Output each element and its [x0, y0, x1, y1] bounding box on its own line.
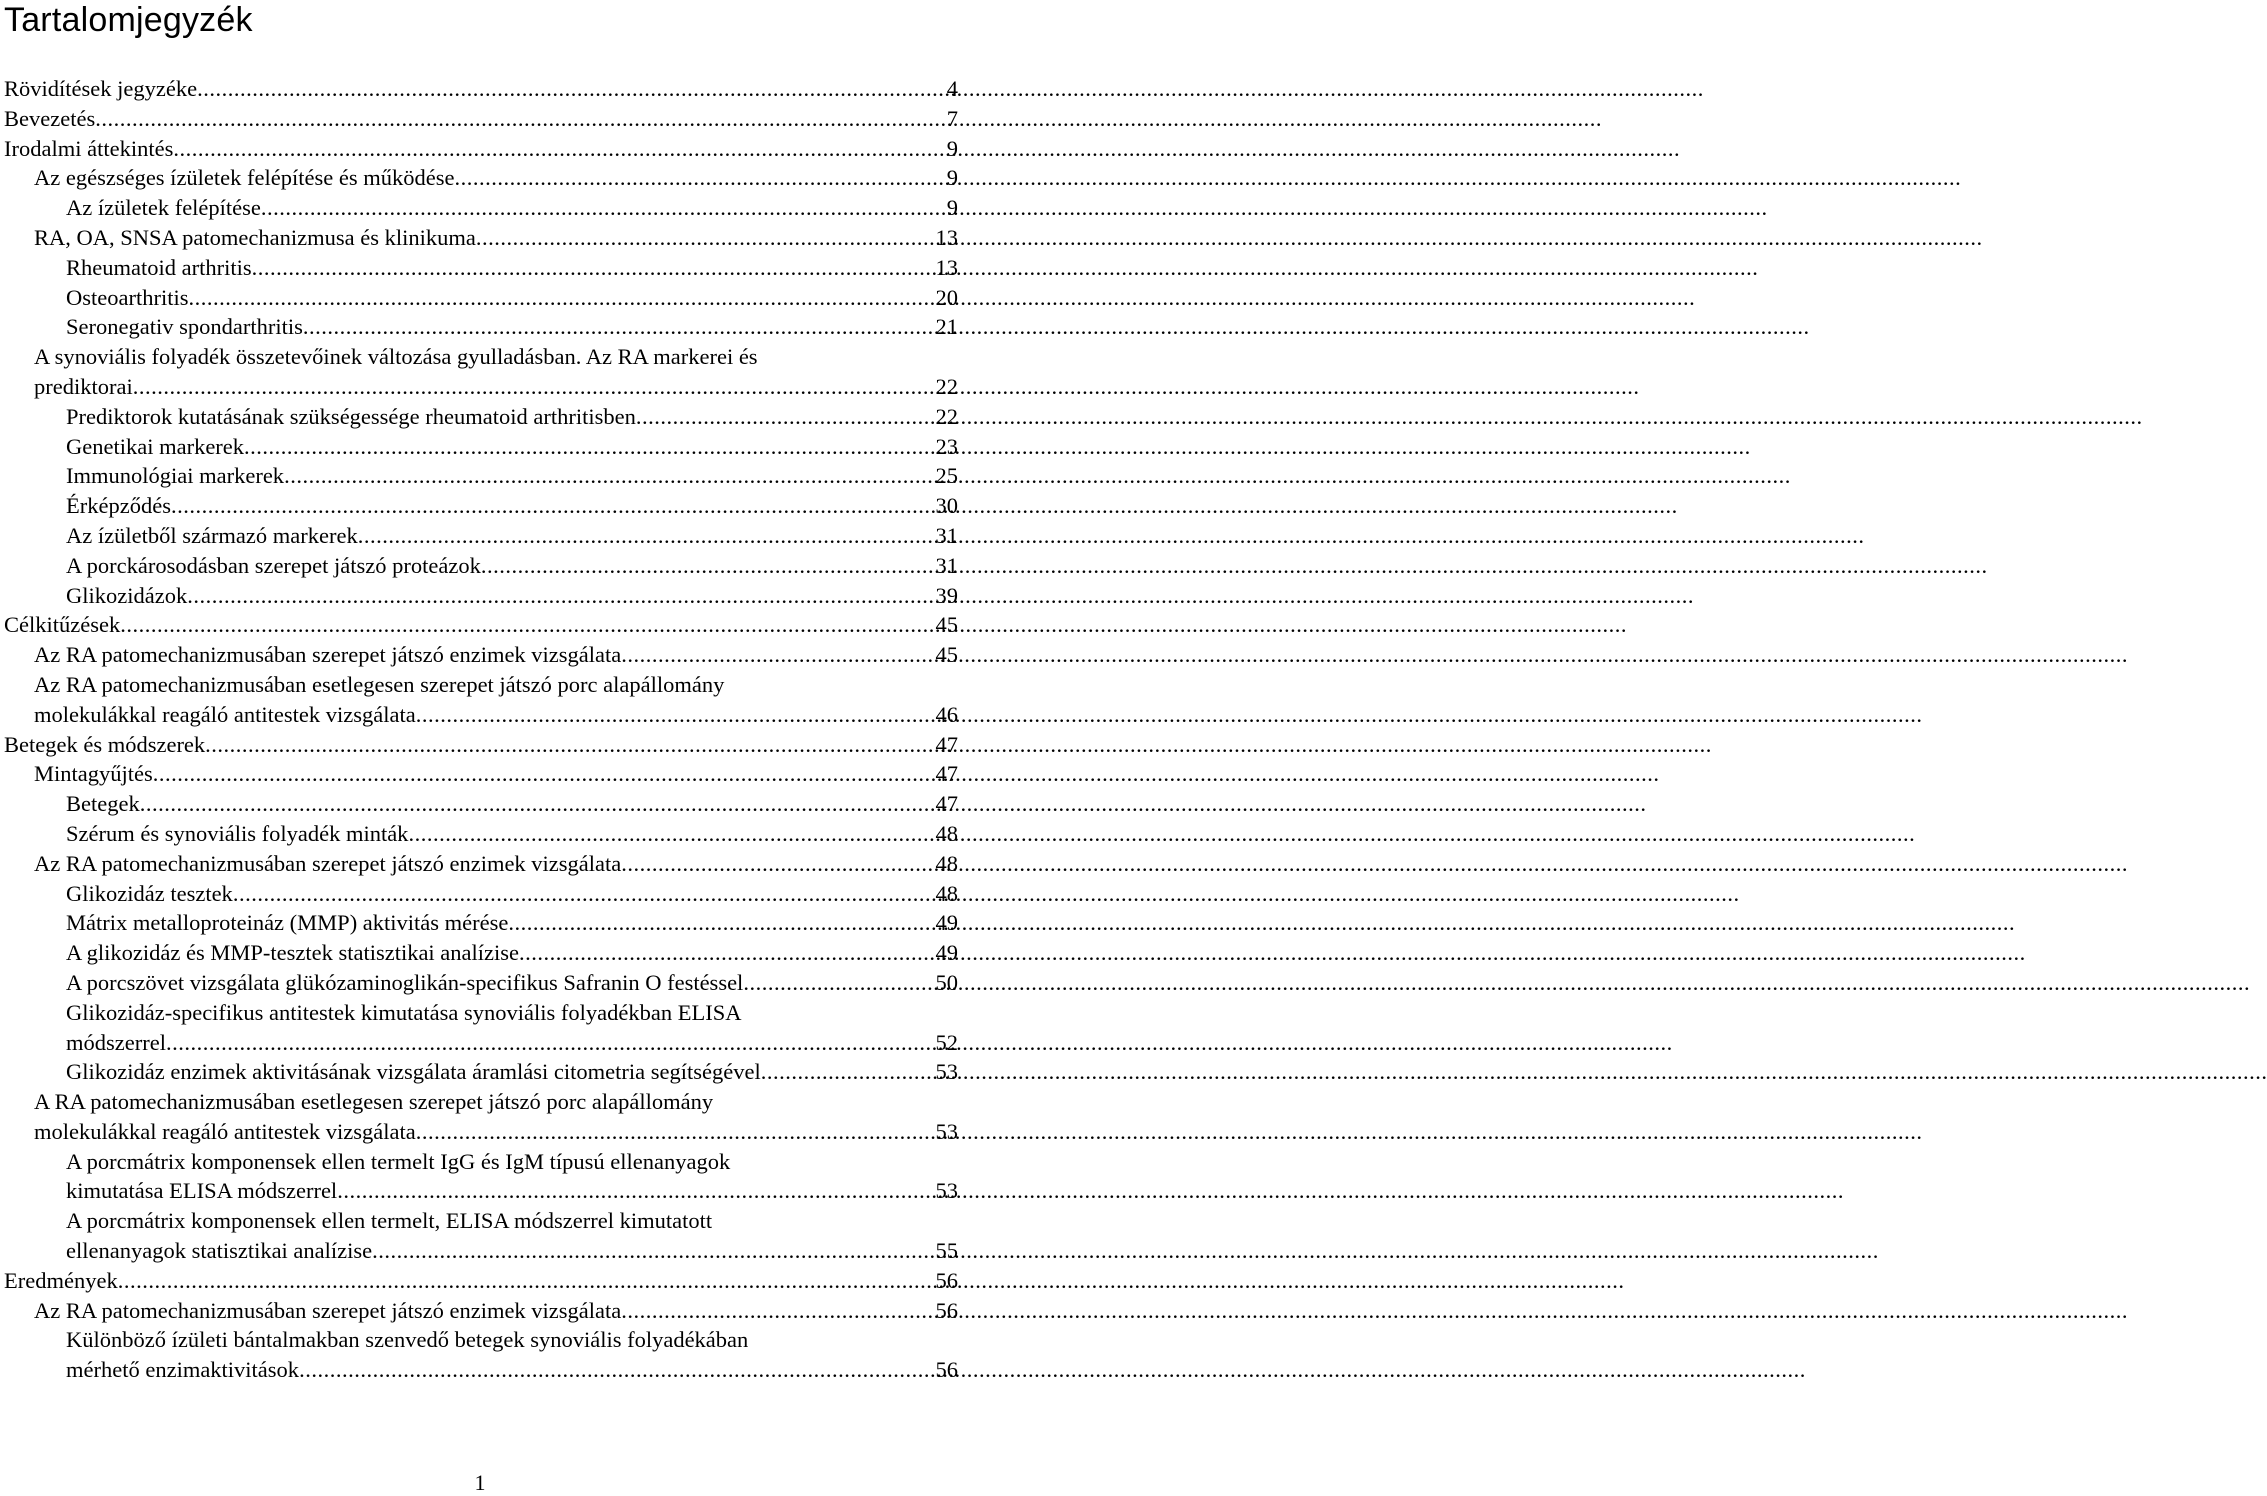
toc-entry[interactable] — [0, 402, 960, 432]
toc-entry-line — [0, 1087, 960, 1117]
toc-entry-title: A porcmátrix komponensek ellen termelt IgG és IgM típusú ellenanyagok — [66, 1148, 731, 1174]
toc-entry-title: A porckárosodásban szerepet játszó proteázok — [66, 552, 481, 578]
dot-leader — [416, 700, 935, 730]
toc-page-number: 39 — [935, 582, 958, 608]
toc-entry[interactable] — [0, 610, 960, 640]
toc-entry[interactable] — [0, 670, 960, 730]
toc-page-number: 47 — [935, 791, 958, 817]
dot-leader — [120, 610, 934, 640]
toc-entry[interactable] — [0, 640, 960, 670]
toc-page-number: 30 — [935, 493, 958, 519]
toc-page-number: 22 — [935, 373, 958, 399]
toc-page-number: 56 — [935, 1297, 958, 1323]
dot-leader — [303, 312, 935, 342]
toc-entry-title: Mintagyűjtés — [34, 761, 153, 787]
toc-entry[interactable] — [0, 1147, 960, 1207]
dot-leader — [166, 1028, 935, 1058]
toc-entry-line — [0, 342, 960, 372]
page-number: 1 — [474, 1470, 486, 1495]
toc-entry-line — [0, 432, 960, 462]
dot-leader — [454, 163, 945, 193]
toc-entry[interactable] — [0, 908, 960, 938]
toc-entry-line — [0, 372, 960, 402]
toc-entry-title: Genetikai markerek — [66, 433, 245, 459]
dot-leader — [358, 521, 935, 551]
toc-page-number: 46 — [935, 701, 958, 727]
dot-leader — [188, 283, 934, 313]
toc-page-number: 45 — [935, 642, 958, 668]
toc-entry[interactable] — [0, 342, 960, 402]
toc-entry-line — [0, 551, 960, 581]
toc-entry-line — [0, 402, 960, 432]
toc-entry-title: molekulákkal reagáló antitestek vizsgálata — [34, 1118, 416, 1144]
toc-entry[interactable] — [0, 1325, 960, 1385]
toc-page-number: 9 — [946, 135, 958, 161]
toc-entry[interactable] — [0, 1266, 960, 1296]
toc-entry-line — [0, 491, 960, 521]
toc-page-number: 31 — [935, 522, 958, 548]
dot-leader — [133, 372, 935, 402]
toc-entry-line — [0, 938, 960, 968]
toc-entry-line — [0, 1236, 960, 1266]
toc-entry-title: Osteoarthritis — [66, 284, 189, 310]
toc-entry-title: Az ízületek felépítése — [66, 195, 261, 221]
toc-entry-title: Rövidítések jegyzéke — [4, 76, 198, 101]
dot-leader — [118, 1266, 935, 1296]
toc-entry-title: Célkitűzések — [4, 612, 121, 638]
toc-page-number: 56 — [935, 1267, 958, 1293]
toc-entry-line — [0, 1028, 960, 1058]
toc-page-number: 55 — [935, 1238, 958, 1264]
dot-leader — [187, 581, 934, 611]
toc-page-number: 56 — [935, 1357, 958, 1383]
toc-entry[interactable] — [0, 759, 960, 789]
dot-leader — [408, 819, 934, 849]
toc-entry[interactable] — [0, 1206, 960, 1266]
toc-page-number: 52 — [935, 1029, 958, 1055]
toc-entry-title: Bevezetés — [4, 105, 96, 131]
toc-entry[interactable] — [0, 1057, 960, 1087]
dot-leader — [284, 461, 934, 491]
toc-page-number: 53 — [935, 1178, 958, 1204]
toc-entry-line — [0, 610, 960, 640]
toc-entry-line — [0, 849, 960, 879]
toc-page-number: 25 — [935, 463, 958, 489]
toc-entry-title: Az egészséges ízületek felépítése és működése — [34, 165, 455, 191]
toc-entry-title: Immunológiai markerek — [66, 463, 285, 489]
toc-entry-line — [0, 1147, 960, 1177]
toc-entry-title: Betegek — [66, 791, 140, 817]
toc-entry-title: A porcszövet vizsgálata glükózaminoglikán-specifikus Safranin O festéssel — [66, 969, 744, 995]
toc-page-number: 47 — [935, 761, 958, 787]
dot-leader — [197, 74, 946, 104]
toc-entry-title: A synoviális folyadék összetevőinek változása gyulladásban. Az RA markerei és — [34, 344, 758, 370]
toc-entry-title: kimutatása ELISA módszerrel — [66, 1178, 338, 1204]
toc-entry-line — [0, 223, 960, 253]
toc-page-number: 48 — [935, 850, 958, 876]
toc-page-number: 4 — [946, 76, 958, 101]
toc-entry[interactable] — [0, 819, 960, 849]
toc-entry-title: Mátrix metalloproteináz (MMP) aktivitás mérése — [66, 910, 509, 936]
toc-entry-line — [0, 312, 960, 342]
toc-entry-line — [0, 461, 960, 491]
toc-entry-title: mérhető enzimaktivitások — [66, 1357, 300, 1383]
toc-entry-line — [0, 1117, 960, 1147]
toc-entry-line — [0, 1206, 960, 1236]
dot-leader — [416, 1117, 935, 1147]
toc-entry-line — [0, 1266, 960, 1296]
toc-entry-line — [0, 521, 960, 551]
toc-entry-title: A RA patomechanizmusában esetlegesen szerepet játszó porc alapállomány — [34, 1089, 714, 1115]
toc-entry-title: Rheumatoid arthritis — [66, 254, 252, 280]
dot-leader — [743, 968, 934, 998]
dot-leader — [261, 193, 946, 223]
toc-entry[interactable] — [0, 581, 960, 611]
toc-entry-title: Különböző ízületi bántalmakban szenvedő betegek synoviális folyadékában — [66, 1327, 749, 1353]
toc-entry-title: Érképződés — [66, 493, 171, 519]
toc-page-number: 9 — [946, 165, 958, 191]
toc-entry[interactable] — [0, 849, 960, 879]
document-page — [0, 0, 960, 1496]
toc-entry-title: Az ízületből származó markerek — [66, 522, 358, 548]
toc-page-number: 20 — [935, 284, 958, 310]
dot-leader — [140, 789, 935, 819]
toc-entry-title: Az RA patomechanizmusában szerepet játszó enzimek vizsgálata — [34, 642, 622, 668]
toc-entry[interactable] — [0, 879, 960, 909]
toc-entry[interactable] — [0, 1087, 960, 1147]
toc-entry-title: módszerrel — [66, 1029, 166, 1055]
dot-leader — [481, 551, 935, 581]
toc-entry-title: A porcmátrix komponensek ellen termelt, ELISA módszerrel kimutatott — [66, 1208, 713, 1234]
toc-entry-title: Szérum és synoviális folyadék minták — [66, 820, 409, 846]
toc-entry[interactable] — [0, 223, 960, 253]
dot-leader — [252, 253, 935, 283]
toc-entry-title: Glikozidáz enzimek aktivitásának vizsgálata áramlási citometria segítségével — [66, 1059, 761, 1085]
toc-entry-title: Irodalmi áttekintés — [4, 135, 174, 161]
table-of-contents — [0, 74, 960, 1385]
toc-entry-line — [0, 253, 960, 283]
toc-entry-line — [0, 819, 960, 849]
dot-leader — [299, 1355, 934, 1385]
toc-entry[interactable] — [0, 551, 960, 581]
toc-page-number: 31 — [935, 552, 958, 578]
toc-page-number: 49 — [935, 940, 958, 966]
toc-entry-line — [0, 1057, 960, 1087]
toc-entry-line — [0, 789, 960, 819]
dot-leader — [153, 759, 935, 789]
toc-page-number: 53 — [935, 1059, 958, 1085]
dot-leader — [233, 879, 935, 909]
toc-entry-title: Az RA patomechanizmusában szerepet játszó enzimek vizsgálata — [34, 850, 622, 876]
toc-entry-title: prediktorai — [34, 373, 133, 399]
toc-entry-title: Seronegativ spondarthritis — [66, 314, 303, 340]
toc-page-number: 50 — [935, 969, 958, 995]
toc-entry[interactable] — [0, 521, 960, 551]
toc-entry-line — [0, 134, 960, 164]
toc-page-number: 49 — [935, 910, 958, 936]
toc-page-number: 22 — [935, 403, 958, 429]
toc-entry[interactable] — [0, 968, 960, 998]
toc-entry-line — [0, 730, 960, 760]
toc-entry-title: Az RA patomechanizmusában szerepet játszó enzimek vizsgálata — [34, 1297, 622, 1323]
dot-leader — [621, 640, 934, 670]
toc-entry[interactable] — [0, 312, 960, 342]
toc-page-number: 21 — [935, 314, 958, 340]
toc-entry-line — [0, 700, 960, 730]
toc-page-number: 48 — [935, 820, 958, 846]
dot-leader — [508, 908, 934, 938]
toc-entry-line — [0, 670, 960, 700]
toc-entry-line — [0, 998, 960, 1028]
dot-leader — [621, 1296, 934, 1326]
dot-leader — [171, 491, 935, 521]
toc-page-number: 23 — [935, 433, 958, 459]
toc-entry-line — [0, 640, 960, 670]
toc-entry[interactable] — [0, 938, 960, 968]
toc-entry[interactable] — [0, 789, 960, 819]
toc-entry[interactable] — [0, 134, 960, 164]
toc-entry-title: Az RA patomechanizmusában esetlegesen szerepet játszó porc alapállomány — [34, 671, 725, 697]
toc-entry-title: Betegek és módszerek — [4, 731, 206, 757]
toc-entry-title: ellenanyagok statisztikai analízise — [66, 1238, 373, 1264]
dot-leader — [761, 1057, 935, 1087]
dot-leader — [476, 223, 935, 253]
toc-page-number: 53 — [935, 1118, 958, 1144]
toc-entry-line — [0, 968, 960, 998]
toc-entry[interactable] — [0, 283, 960, 313]
toc-entry[interactable] — [0, 1296, 960, 1326]
toc-entry-title: Glikozidázok — [66, 582, 188, 608]
toc-entry[interactable] — [0, 74, 960, 104]
toc-entry[interactable] — [0, 491, 960, 521]
toc-page-number: 13 — [935, 254, 958, 280]
toc-entry-line — [0, 879, 960, 909]
dot-leader — [205, 730, 934, 760]
dot-leader — [621, 849, 934, 879]
toc-entry-line — [0, 104, 960, 134]
toc-page-number: 47 — [935, 731, 958, 757]
toc-page-number: 9 — [946, 195, 958, 221]
toc-page-number: 48 — [935, 880, 958, 906]
toc-entry-title: Glikozidáz-specifikus antitestek kimutatása synoviális folyadékban ELISA — [66, 999, 742, 1025]
toc-entry-title: molekulákkal reagáló antitestek vizsgálata — [34, 701, 416, 727]
toc-entry[interactable] — [0, 104, 960, 134]
toc-page-number: 7 — [946, 105, 958, 131]
toc-entry[interactable] — [0, 193, 960, 223]
toc-entry[interactable] — [0, 253, 960, 283]
toc-entry-title: A glikozidáz és MMP-tesztek statisztikai analízise — [66, 940, 520, 966]
toc-entry[interactable] — [0, 163, 960, 193]
dot-leader — [519, 938, 934, 968]
dot-leader — [244, 432, 934, 462]
toc-entry-line — [0, 1355, 960, 1385]
toc-entry-line — [0, 283, 960, 313]
toc-entry-line — [0, 193, 960, 223]
toc-entry-title: RA, OA, SNSA patomechanizmusa és klinikuma — [34, 224, 476, 250]
dot-leader — [173, 134, 945, 164]
page-title: Tartalomjegyzék — [4, 1, 253, 39]
toc-entry-line — [0, 1325, 960, 1355]
toc-entry-line — [0, 163, 960, 193]
toc-entry-line — [0, 74, 960, 104]
toc-entry-line — [0, 759, 960, 789]
toc-entry[interactable] — [0, 461, 960, 491]
toc-entry[interactable] — [0, 730, 960, 760]
dot-leader — [95, 104, 946, 134]
toc-page-number: 13 — [935, 224, 958, 250]
toc-entry-line — [0, 908, 960, 938]
toc-entry[interactable] — [0, 998, 960, 1058]
toc-entry-line — [0, 581, 960, 611]
toc-entry[interactable] — [0, 432, 960, 462]
dot-leader — [636, 402, 935, 432]
toc-entry-line — [0, 1176, 960, 1206]
toc-entry-title: Eredmények — [4, 1267, 118, 1293]
toc-page-number: 45 — [935, 612, 958, 638]
toc-entry-line — [0, 1296, 960, 1326]
toc-entry-title: Prediktorok kutatásának szükségessége rheumatoid arthritisben — [66, 403, 636, 429]
dot-leader — [337, 1176, 934, 1206]
dot-leader — [372, 1236, 934, 1266]
toc-entry-title: Glikozidáz tesztek — [66, 880, 233, 906]
